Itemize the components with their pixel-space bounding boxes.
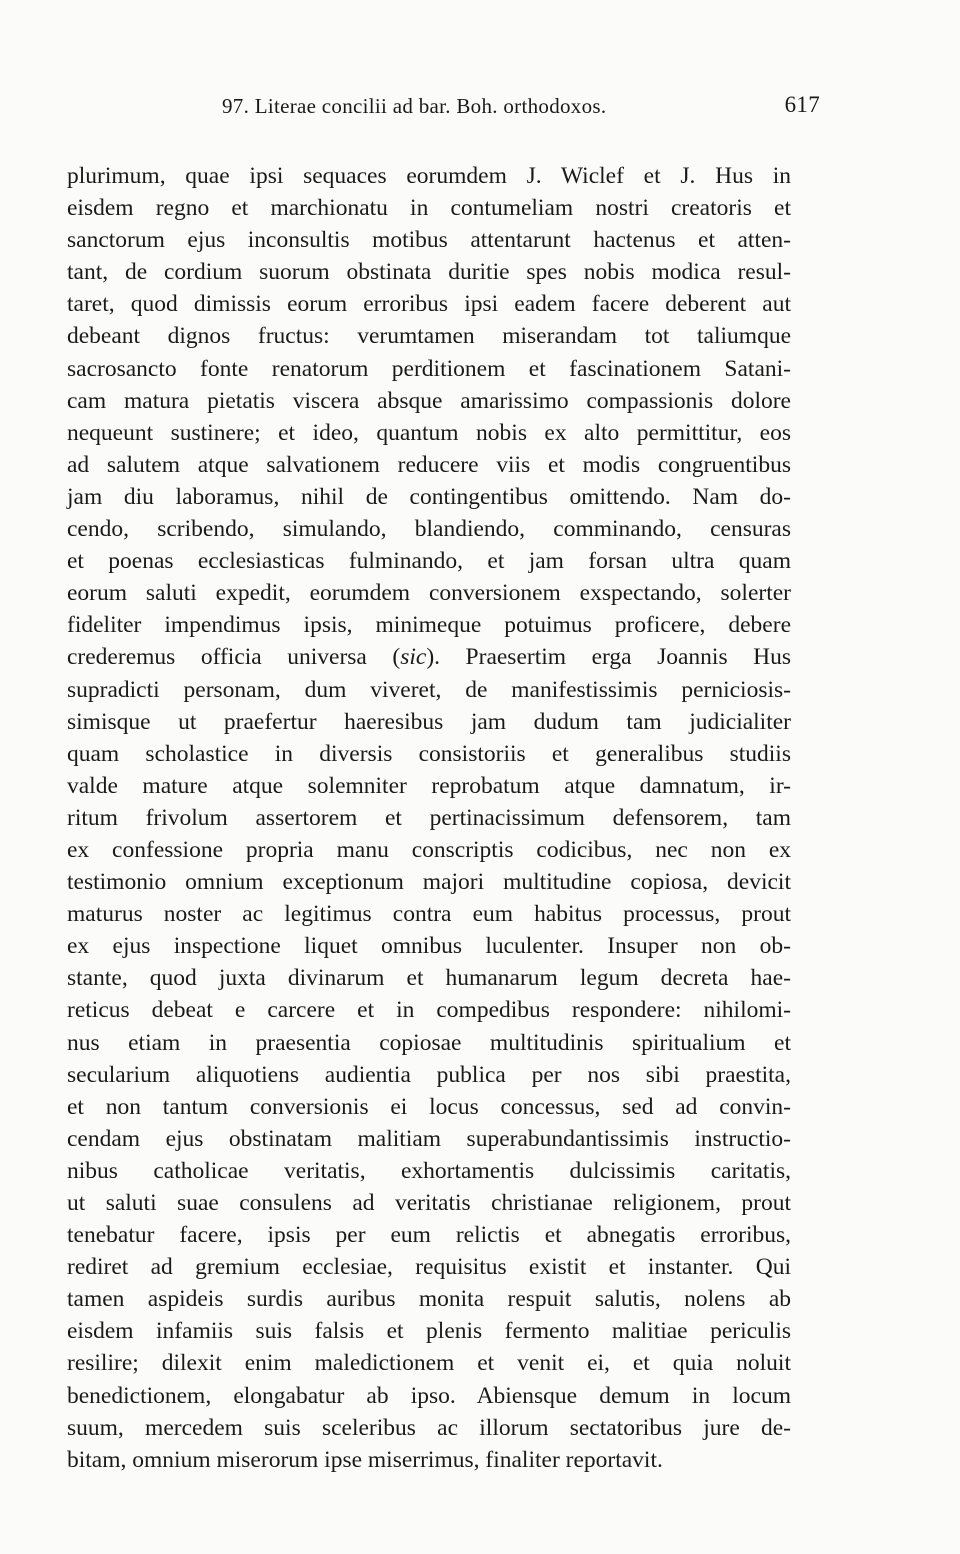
text-line: valde mature atque solemniter reprobatum atque damnatum, ir- [67, 772, 791, 799]
text-line: secularium aliquotiens audientia publica per nos sibi praestita, [67, 1061, 791, 1088]
text-line: cendam ejus obstinatam malitiam superabundantissimis instructio- [67, 1125, 791, 1152]
text-line: stante, quod juxta divinarum et humanarum legum decreta hae- [67, 965, 791, 992]
text-line: tenebatur facere, ipsis per eum relictis et abnegatis erroribus, [67, 1222, 791, 1249]
text-line: nus etiam in praesentia copiosae multitudinis spiritualium et [67, 1029, 791, 1056]
text-line: crederemus officia universa (sic). Praesertim erga Joannis Hus [67, 644, 791, 671]
text-line: eisdem regno et marchionatu in contumeliam nostri creatoris et [67, 195, 791, 222]
text-line: ad salutem atque salvationem reducere viis et modis congruentibus [67, 451, 791, 478]
text-line: et poenas ecclesiasticas fulminando, et jam forsan ultra quam [67, 548, 791, 575]
body-text [67, 160, 791, 1476]
text-line: nibus catholicae veritatis, exhortamentis dulcissimis caritatis, [67, 1157, 791, 1184]
text-line: rediret ad gremium ecclesiae, requisitus existit et instanter. Qui [67, 1254, 791, 1281]
sic-annotation: sic [400, 644, 427, 671]
text-line: et non tantum conversionis ei locus concessus, sed ad convin- [67, 1093, 791, 1120]
text-line: taret, quod dimissis eorum erroribus ipsi eadem facere deberent aut [67, 291, 791, 318]
text-line: resilire; dilexit enim maledictionem et venit ei, et quia noluit [67, 1350, 791, 1377]
text-line: quam scholastice in diversis consistoriis et generalibus studiis [67, 740, 791, 767]
text-line: fideliter impendimus ipsis, minimeque potuimus proficere, debere [67, 612, 791, 639]
text-line: tamen aspideis surdis auribus monita respuit salutis, nolens ab [67, 1286, 791, 1313]
running-head-title: 97. Literae concilii ad bar. Boh. orthodoxos. [222, 94, 607, 118]
text-line: ut saluti suae consulens ad veritatis christianae religionem, prout [67, 1190, 791, 1216]
text-line: ex confessione propria manu conscriptis codicibus, nec non ex [67, 836, 791, 863]
text-line: jam diu laboramus, nihil de contingentibus omittendo. Nam do- [67, 483, 791, 510]
text-line: benedictionem, elongabatur ab ipso. Abiensque demum in locum [67, 1382, 791, 1409]
text-line: reticus debeat e carcere et in compedibus respondere: nihilomi- [67, 997, 791, 1024]
running-head [222, 94, 820, 128]
text-line: sanctorum ejus inconsultis motibus attentarunt hactenus et atten- [67, 227, 791, 254]
text-line: supradicti personam, dum viveret, de manifestissimis perniciosis- [67, 676, 791, 703]
text-line: debeant dignos fructus: verumtamen miserandam tot taliumque [67, 323, 791, 350]
text-line: eisdem infamiis suis falsis et plenis fermento malitiae periculis [67, 1318, 791, 1345]
text-line: cam matura pietatis viscera absque amarissimo compassionis dolore [67, 387, 791, 414]
text-line: bitam, omnium miserorum ipse miserrimus, finaliter reportavit. [67, 1446, 663, 1473]
text-line: ritum frivolum assertorem et pertinacissimum defensorem, tam [67, 804, 791, 831]
text-line: suum, mercedem suis sceleribus ac illorum sectatoribus jure de- [67, 1414, 791, 1441]
text-line: cendo, scribendo, simulando, blandiendo, comminando, censuras [67, 516, 791, 543]
text-line: ex ejus inspectione liquet omnibus luculenter. Insuper non ob- [67, 933, 791, 960]
text-line: eorum saluti expedit, eorumdem conversionem exspectando, solerter [67, 580, 791, 607]
page-number: 617 [784, 92, 820, 117]
text-line: tant, de cordium suorum obstinata duritie spes nobis modica resul- [67, 259, 791, 286]
text-line: sacrosancto fonte renatorum perditionem et fascinationem Satani- [67, 355, 791, 382]
text-line: testimonio omnium exceptionum majori multitudine copiosa, devicit [67, 869, 791, 896]
text-line: plurimum, quae ipsi sequaces eorumdem J. Wiclef et J. Hus in [67, 163, 791, 189]
text-line: simisque ut praefertur haeresibus jam dudum tam judicialiter [67, 708, 791, 735]
text-line: nequeunt sustinere; et ideo, quantum nobis ex alto permittitur, eos [67, 419, 791, 446]
text-line: maturus noster ac legitimus contra eum habitus processus, prout [67, 901, 791, 928]
